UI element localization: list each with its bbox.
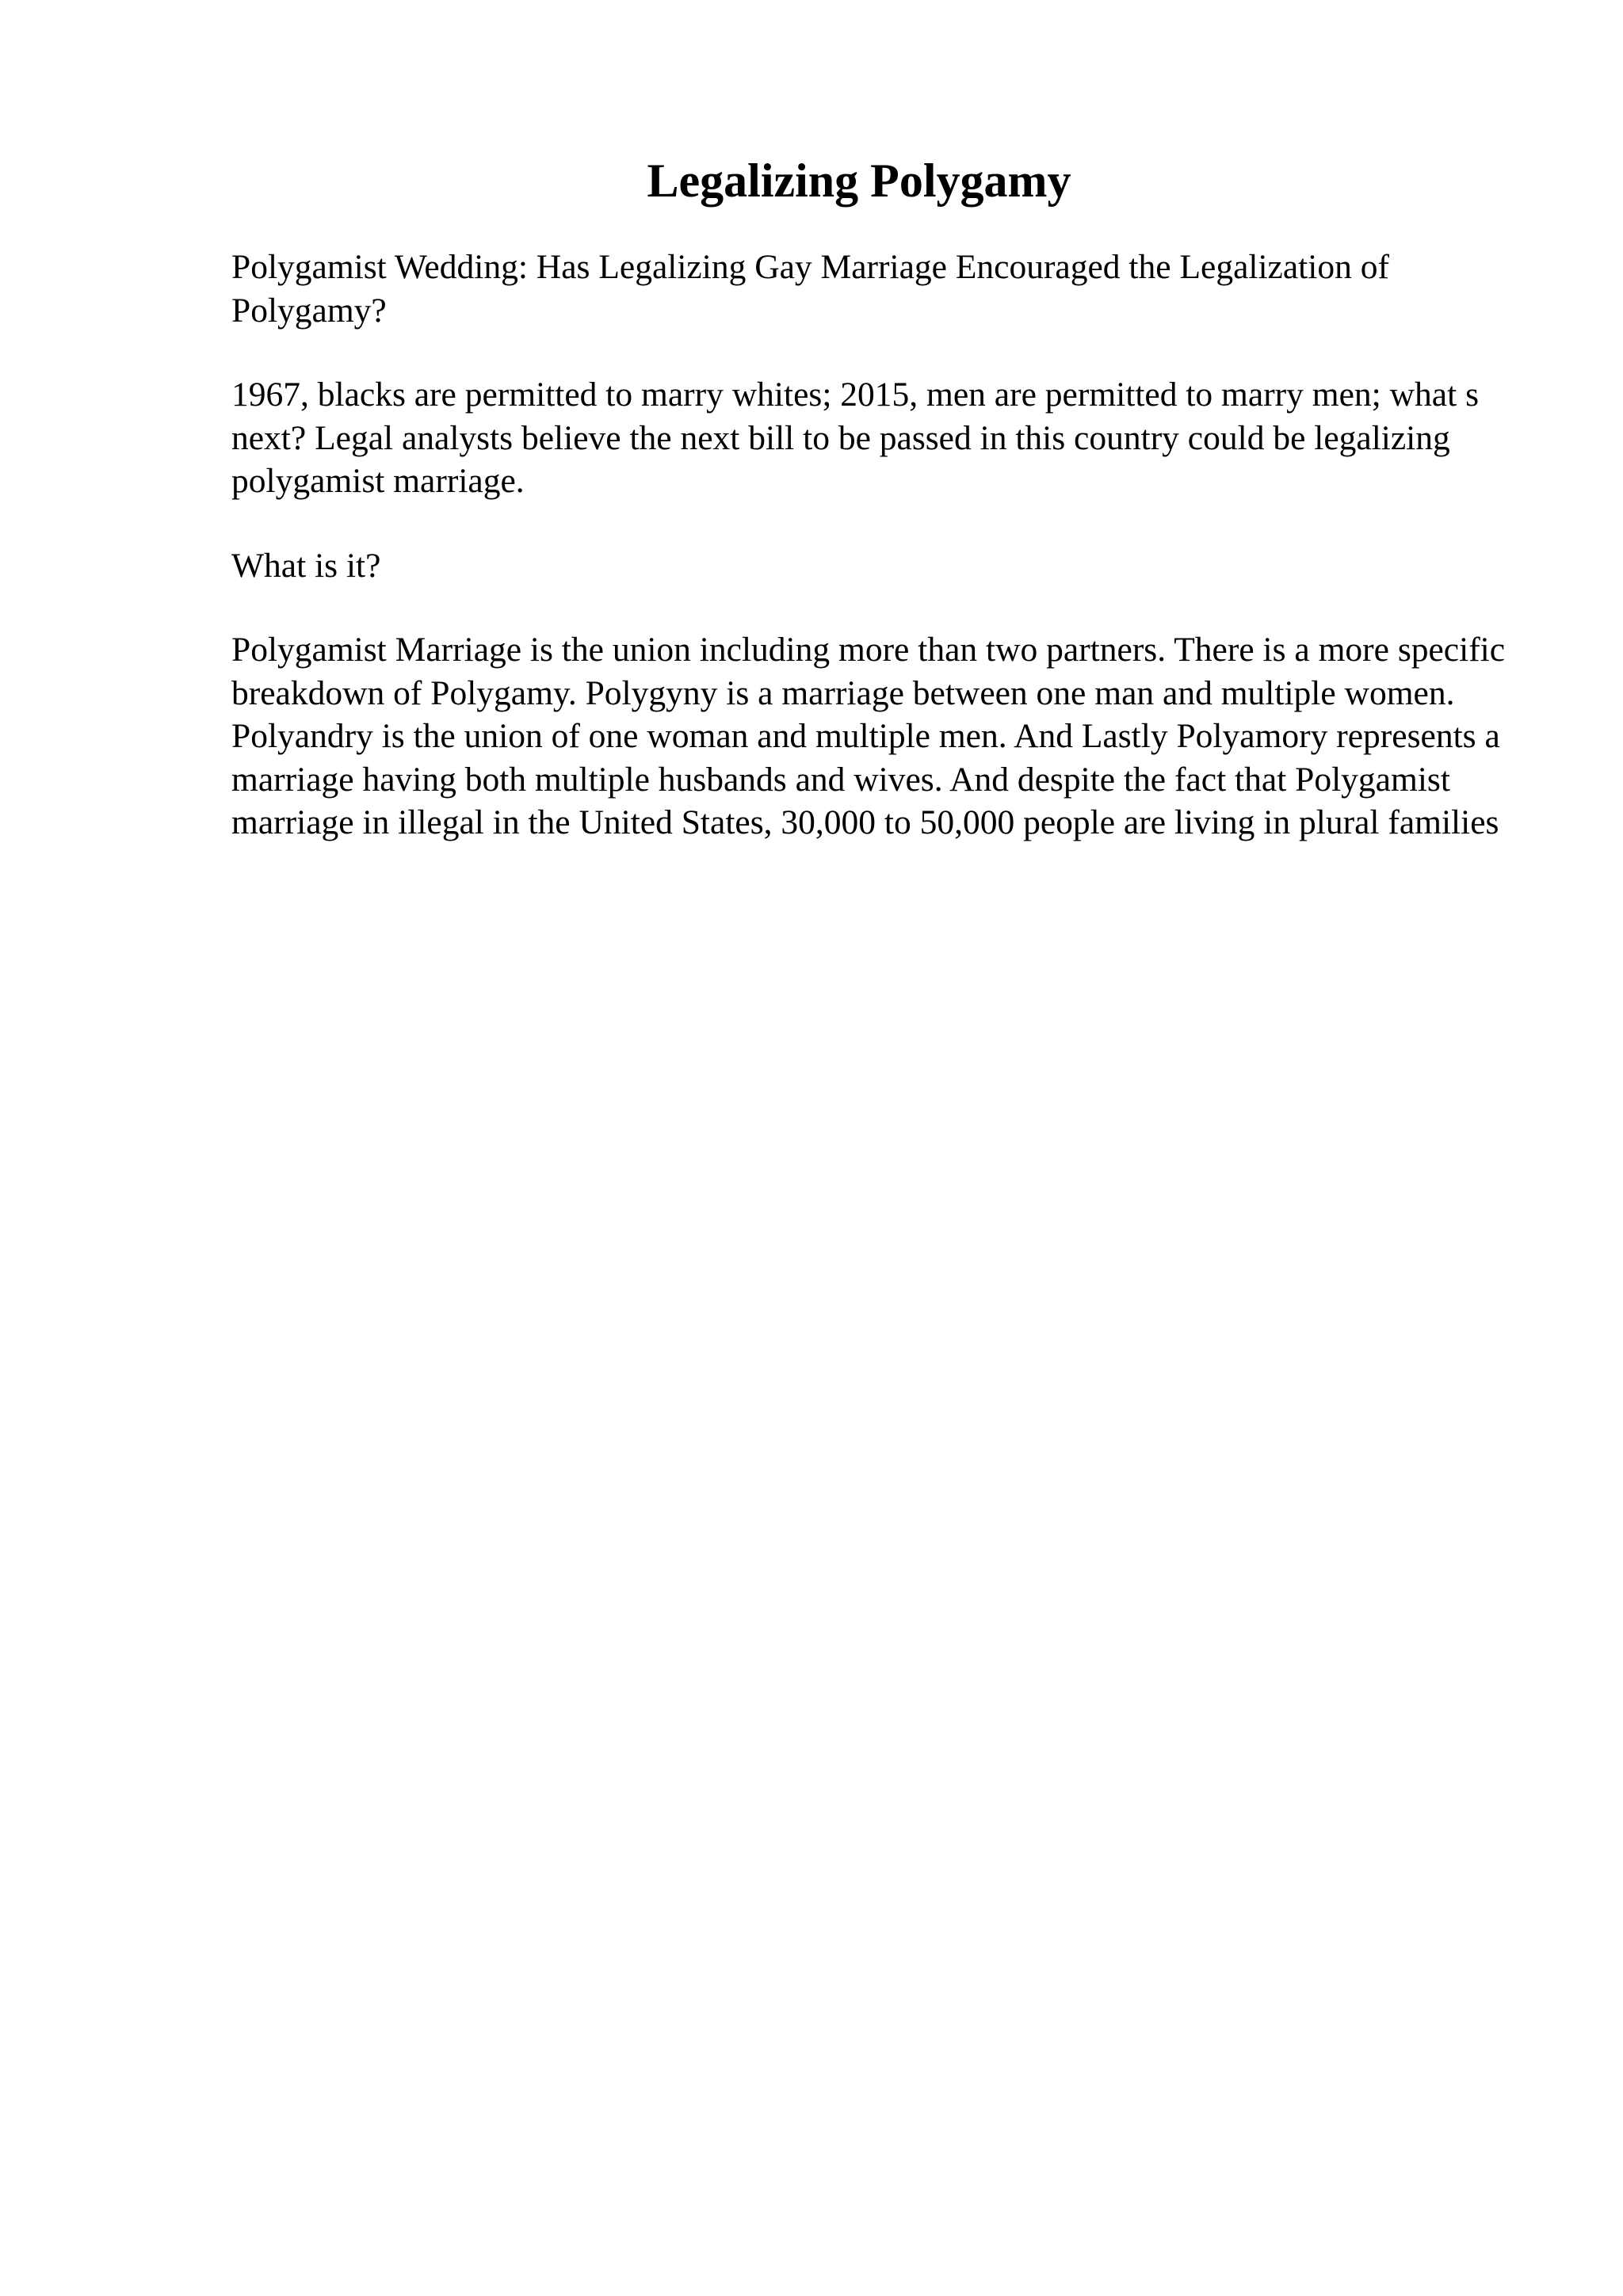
document-body <box>231 246 1507 886</box>
paragraph-definition: Polygamist Marriage is the union including more than two partners. There is a more specific breakdown of Polygamy. Polygyny is a marriage between one man and multiple women. Polyandry is the union of one woman and multiple men. And Lastly Polyamory represents a marriage having both multiple husbands and wives. And despite the fact that Polygamist marriage in illegal in the United States, 30,000 to 50,000 people are living in plural families <box>231 631 1506 841</box>
document-title: Legalizing Polygamy <box>647 154 1071 207</box>
paragraph-subtitle: Polygamist Wedding: Has Legalizing Gay Marriage Encouraged the Legalization of Polygamy? <box>231 248 1389 330</box>
paragraph-question: What is it? <box>231 546 381 585</box>
paragraph-intro: 1967, blacks are permitted to marry whites; 2015, men are permitted to marry men; what s next? Legal analysts believe the next bill to be passed in this country could be legalizing polygamist marriage. <box>231 376 1480 500</box>
